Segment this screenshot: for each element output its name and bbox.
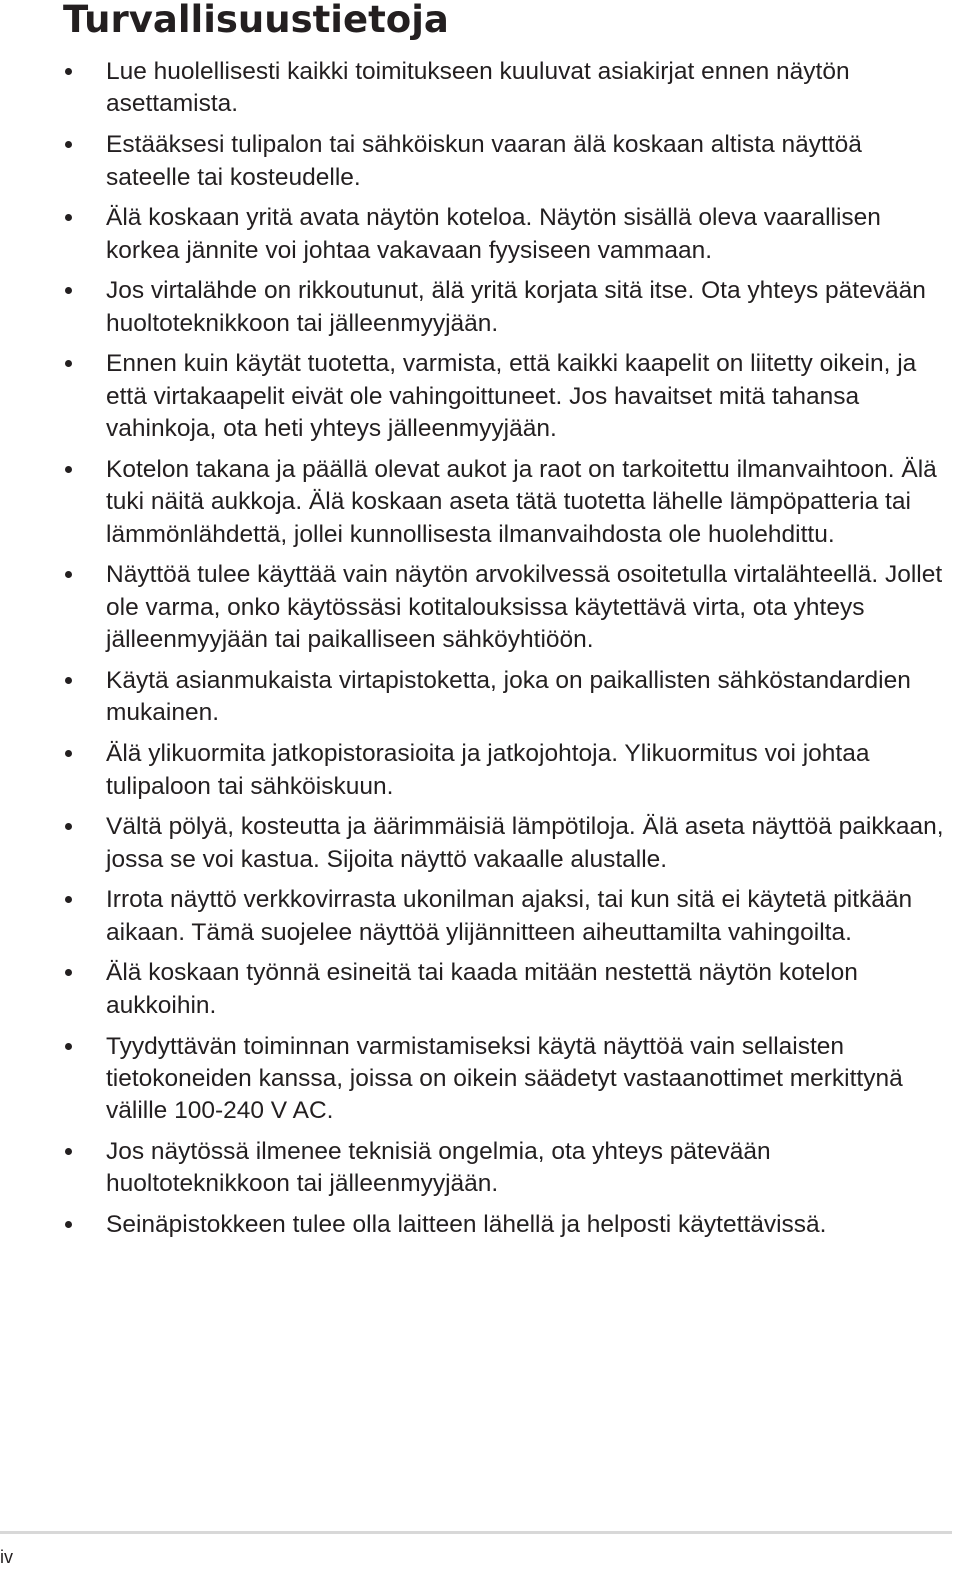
list-item [0,957,960,1022]
bullet-icon [65,1221,72,1228]
list-item-text: Jos näytössä ilmenee teknisiä ongelmia, ota yhteys pätevään huoltoteknikkoon tai jälleenmyyjään. [106,1138,771,1198]
list-item [0,1209,960,1241]
list-item-text: Älä koskaan työnnä esineitä tai kaada mitään nestettä näytön kotelon aukkoihin. [106,959,858,1019]
bullet-icon [65,969,72,976]
list-item-text: Estääksesi tulipalon tai sähköiskun vaaran älä koskaan altista näyttöä sateelle tai kosteudelle. [106,131,862,191]
list-item [0,454,960,551]
list-item-text: Jos virtalähde on rikkoutunut, älä yritä korjata sitä itse. Ota yhteys pätevään huoltoteknikkoon tai jälleenmyyjään. [106,277,926,337]
list-item-text: Irrota näyttö verkkovirrasta ukonilman ajaksi, tai kun sitä ei käytetä pitkään aikaan. Tämä suojelee näyttöä ylijännitteen aiheuttamilta vahingoilta. [106,886,913,946]
list-item [0,348,960,445]
list-item [0,738,960,803]
list-item-text: Älä ylikuormita jatkopistorasioita ja jatkojohtoja. Ylikuormitus voi johtaa tulipaloon tai sähköiskuun. [106,740,870,800]
page-number: iv [0,1547,13,1567]
bullet-icon [65,1043,72,1050]
bullet-icon [65,750,72,757]
bullet-icon [65,677,72,684]
safety-bullet-list [0,56,960,1250]
footer-divider [0,1531,952,1534]
bullet-icon [65,214,72,221]
list-item [0,1136,960,1201]
list-item [0,129,960,194]
list-item [0,1031,960,1128]
list-item [0,56,960,121]
list-item-text: Vältä pölyä, kosteutta ja äärimmäisiä lämpötiloja. Älä aseta näyttöä paikkaan, jossa se voi kastua. Sijoita näyttö vakaalle alustalle. [106,813,944,873]
bullet-icon [65,1148,72,1155]
list-item-text: Ennen kuin käytät tuotetta, varmista, että kaikki kaapelit on liitetty oikein, ja että virtakaapelit eivät ole vahingoittuneet. Jos havaitset mitä tahansa vahinkoja, ota heti yhteys jälleenmyyjään. [106,350,917,443]
list-item [0,202,960,267]
list-item [0,275,960,340]
bullet-icon [65,287,72,294]
page-title: Turvallisuustietoja [63,0,449,41]
list-item [0,811,960,876]
list-item-text: Seinäpistokkeen tulee olla laitteen lähellä ja helposti käytettävissä. [106,1211,827,1239]
list-item [0,665,960,730]
list-item-text: Tyydyttävän toiminnan varmistamiseksi käytä näyttöä vain sellaisten tietokoneiden kanssa, joissa on oikein säädetyt vastaanottimet merkittynä välille 100-240 V AC. [106,1032,903,1125]
list-item-text: Näyttöä tulee käyttää vain näytön arvokilvessä osoitetulla virtalähteellä. Jollet ole varma, onko käytössäsi kotitalouksissa käytettävä virta, ota yhteys jälleenmyyjään tai paikalliseen sähköyhtiöön. [106,561,943,654]
bullet-icon [65,68,72,75]
list-item [0,559,960,656]
bullet-icon [65,571,72,578]
list-item-text: Älä koskaan yritä avata näytön koteloa. Näytön sisällä oleva vaarallisen korkea jännite voi johtaa vakavaan fyysiseen vammaan. [106,204,881,264]
list-item-text: Käytä asianmukaista virtapistoketta, joka on paikallisten sähköstandardien mukainen. [106,666,911,727]
bullet-icon [65,896,72,903]
list-item-text: Kotelon takana ja päällä olevat aukot ja raot on tarkoitettu ilmanvaihtoon. Älä tuki näitä aukkoja. Älä koskaan aseta tätä tuotetta lähelle lämpöpatteria tai lämmönlähdettä, jollei kunnollisesta ilmanvaihdosta ole huolehdittu. [106,455,937,548]
list-item-text: Lue huolellisesti kaikki toimitukseen kuuluvat asiakirjat ennen näytön asettamista. [106,58,850,118]
list-item [0,884,960,949]
bullet-icon [65,360,72,367]
bullet-icon [65,141,72,148]
bullet-icon [65,823,72,830]
bullet-icon [65,466,72,473]
